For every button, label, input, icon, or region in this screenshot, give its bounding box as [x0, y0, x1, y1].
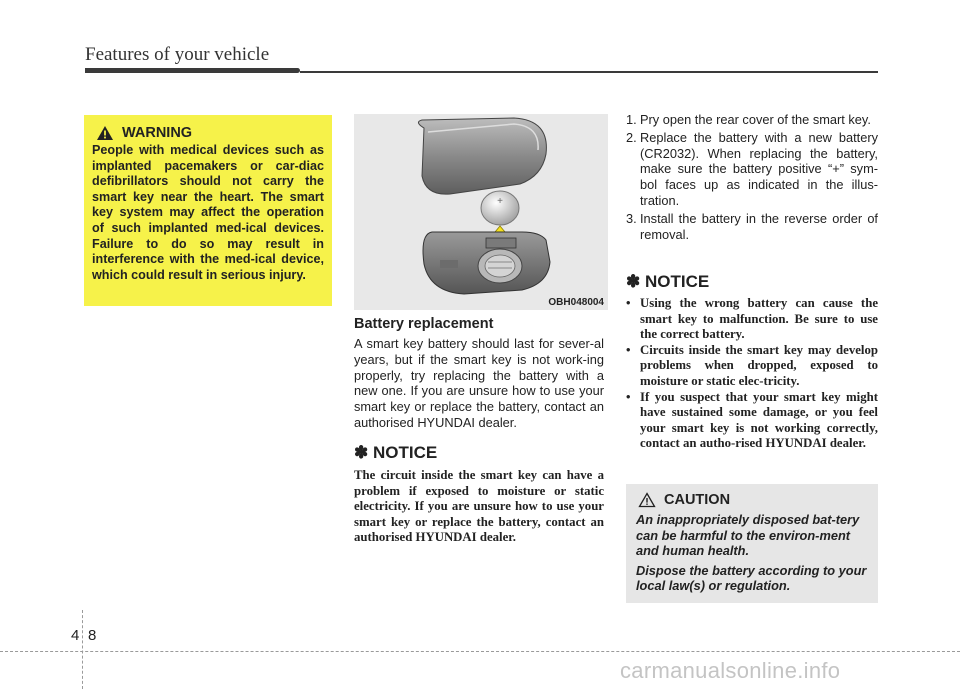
chapter-number: 4 [71, 627, 80, 644]
smart-key-drawing [354, 114, 608, 310]
warning-heading [96, 125, 324, 141]
list-item: • Circuits inside the smart key may develop problems when dropped, exposed to moisture or static elec-tricity. [626, 342, 878, 388]
notice-text-1: The circuit inside the smart key can have a problem if exposed to moisture or static electricity. If you are unsure how to use your smart key or replace the battery, contact an authorised HYUNDAI dealer. [354, 468, 604, 545]
step-item: 2. Replace the battery with a new battery (CR2032). When replacing the battery, make sure the battery positive “+” sym-bol faces up as indicated in the illus-tration. [626, 129, 878, 208]
caution-title: CAUTION [664, 492, 731, 508]
battery-section-title: Battery replacement [354, 316, 494, 332]
caution-heading [638, 492, 868, 508]
watermark: carmanualsonline.info [620, 658, 841, 683]
footer-rule [0, 651, 960, 652]
caution-triangle-icon [638, 492, 656, 508]
footer-vertical-rule [82, 610, 83, 689]
figure-code: OBH048004 [548, 297, 604, 308]
warning-title: WARNING [122, 125, 193, 141]
list-item: • If you suspect that your smart key might have sustained some damage, or you feel your smart key is not working correctly, contact an autho-rised HYUNDAI dealer. [626, 389, 878, 451]
step-item: 1. Pry open the rear cover of the smart key. [626, 112, 871, 127]
step-item: 3. Install the battery in the reverse order of removal. [626, 210, 878, 242]
list-item: • Using the wrong battery can cause the smart key to malfunction. Be sure to use the correct battery. [626, 296, 878, 342]
svg-text:+: + [497, 196, 503, 207]
smart-key-battery-illustration [354, 114, 608, 310]
warning-text: People with medical devices such as implanted pacemakers or car-diac defibrillators should not carry the smart key near the heart. The smart key system may affect the operation of such implanted med-ical devices. Failure to do so may result in interference with the med-ical device, which could result in serious injury. [92, 143, 324, 282]
notice-heading-2: ✽ NOTICE [626, 272, 710, 291]
header-rule-thick [85, 68, 300, 73]
replacement-steps [626, 112, 878, 244]
warning-box [84, 115, 332, 306]
caution-text: An inappropriately disposed bat-tery can be harmful to the environ-ment and human health. Dispose the battery according to your local law(s) or regulation. [636, 512, 867, 594]
page-header-title: Features of your vehicle [85, 44, 270, 65]
notice-list [626, 296, 878, 452]
page-number: 8 [88, 627, 97, 644]
header-rule-thin [300, 71, 878, 73]
notice-heading-1: ✽ NOTICE [354, 443, 438, 462]
caution-box [626, 484, 878, 603]
warning-triangle-icon [96, 125, 114, 141]
battery-section-text: A smart key battery should last for sever-al years, but if the smart key is not work-ing properly, try replacing the battery with a new one. If you are unsure how to use your smart key or replace the battery, contact an authorised HYUNDAI dealer. [354, 336, 604, 430]
